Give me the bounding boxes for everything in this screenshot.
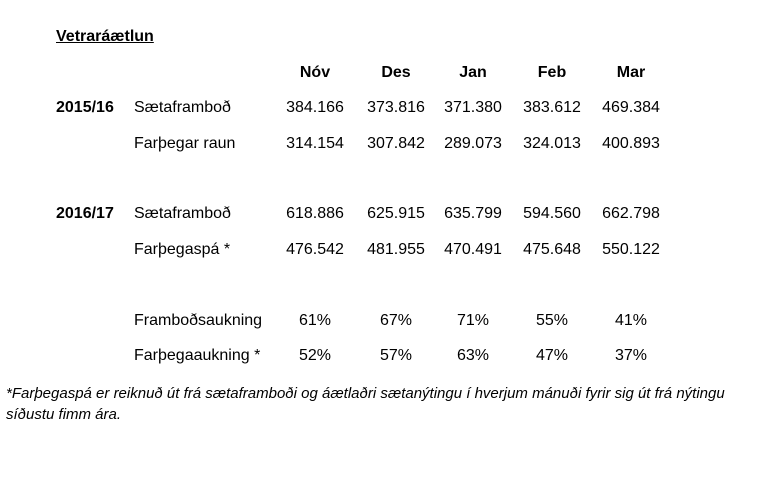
table-cell: 618.886 — [286, 205, 344, 222]
table-cell: 61% — [298, 312, 332, 329]
table-cell: 400.893 — [602, 135, 660, 152]
month-header: Feb — [537, 64, 567, 81]
season-label: 2015/16 — [56, 99, 114, 116]
month-header: Nóv — [299, 64, 331, 81]
table-cell: 476.542 — [286, 241, 344, 258]
row-label: Farþegaaukning * — [134, 347, 261, 364]
table-cell: 314.154 — [286, 135, 344, 152]
row-label: Farþegar raun — [134, 135, 236, 152]
table-cell: 594.560 — [523, 205, 581, 222]
table-row — [0, 241, 780, 265]
month-header: Des — [381, 64, 411, 81]
month-header: Mar — [616, 64, 646, 81]
footnote: *Farþegaspá er reiknuð út frá sætaframboði og áætlaðri sætanýtingu í hverjum mánuði fyrir sig út frá nýtingu síðustu fimm ára. — [6, 385, 725, 423]
row-label: Sætaframboð — [134, 99, 231, 116]
table-row — [0, 135, 780, 159]
table-cell: 57% — [379, 347, 413, 364]
table-cell: 475.648 — [523, 241, 581, 258]
table-cell: 371.380 — [444, 99, 502, 116]
table-row — [0, 99, 780, 123]
month-header: Jan — [459, 64, 487, 81]
row-label: Framboðsaukning — [134, 312, 263, 329]
table-cell: 469.384 — [602, 99, 660, 116]
table-cell: 662.798 — [602, 205, 660, 222]
season-label: 2016/17 — [56, 205, 114, 222]
table-cell: 550.122 — [602, 241, 660, 258]
page-title: Vetraráætlun — [56, 28, 154, 45]
table-cell: 47% — [535, 347, 569, 364]
row-label: Sætaframboð — [134, 205, 231, 222]
month-header-row — [0, 64, 780, 88]
table-cell: 383.612 — [523, 99, 581, 116]
table-cell: 67% — [379, 312, 413, 329]
table-cell: 52% — [298, 347, 332, 364]
table-cell: 41% — [614, 312, 648, 329]
table-row — [0, 312, 780, 336]
table-cell: 635.799 — [444, 205, 502, 222]
table-row — [0, 347, 780, 371]
table-cell: 63% — [456, 347, 490, 364]
table-cell: 384.166 — [286, 99, 344, 116]
table-cell: 481.955 — [367, 241, 425, 258]
table-cell: 324.013 — [523, 135, 581, 152]
table-cell: 470.491 — [444, 241, 502, 258]
table-cell: 37% — [614, 347, 648, 364]
table-cell: 55% — [535, 312, 569, 329]
row-label: Farþegaspá * — [134, 241, 231, 258]
table-cell: 373.816 — [367, 99, 425, 116]
table-cell: 71% — [456, 312, 490, 329]
table-row — [0, 205, 780, 229]
table-cell: 625.915 — [367, 205, 425, 222]
table-cell: 307.842 — [367, 135, 425, 152]
table-cell: 289.073 — [444, 135, 502, 152]
